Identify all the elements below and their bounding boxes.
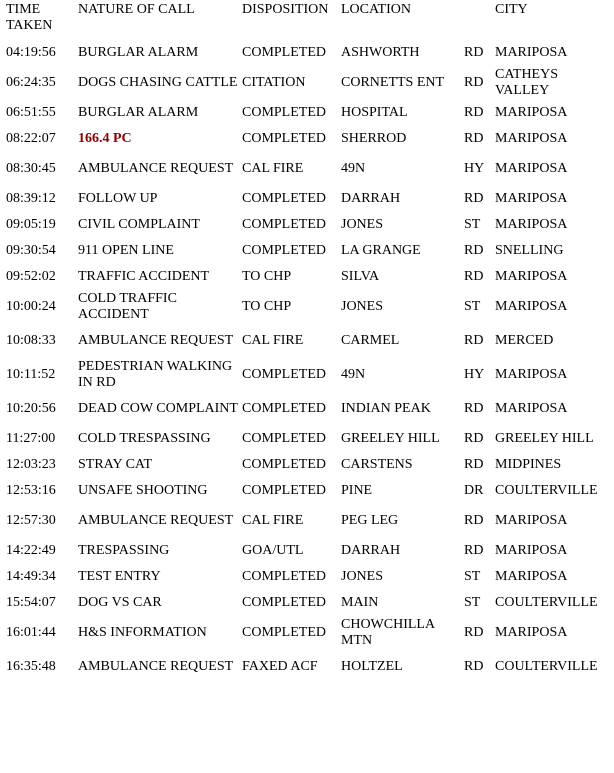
cell-disposition: COMPLETED [242, 217, 326, 232]
cell-city: MARIPOSA [495, 513, 568, 528]
table-row [0, 358, 614, 392]
cell-disposition: COMPLETED [242, 457, 326, 472]
table-row [0, 100, 614, 126]
cell-location: CARMEL [341, 333, 400, 348]
cell-suffix: RD [464, 45, 484, 60]
cell-time: 06:24:35 [6, 75, 56, 90]
cell-suffix: RD [464, 543, 484, 558]
cell-disposition: COMPLETED [242, 191, 326, 206]
cell-disposition: COMPLETED [242, 367, 326, 382]
table-row [0, 590, 614, 616]
cell-disposition: TO CHP [242, 299, 292, 314]
cell-suffix: RD [464, 513, 484, 528]
cell-nature: AMBULANCE REQUEST [78, 333, 234, 348]
table-row [0, 152, 614, 186]
cell-nature: TRAFFIC ACCIDENT [78, 269, 210, 284]
cell-time: 14:49:34 [6, 569, 56, 584]
table-row [0, 452, 614, 478]
cell-location: DARRAH [341, 191, 401, 206]
cell-suffix: HY [464, 161, 485, 176]
cell-time: 12:57:30 [6, 513, 56, 528]
cell-location: 49N [341, 161, 366, 176]
cell-city: MARIPOSA [495, 401, 568, 416]
cell-suffix: RD [464, 191, 484, 206]
cell-location: 49N [341, 367, 366, 382]
cell-time: 06:51:55 [6, 105, 56, 120]
cell-location: LA GRANGE [341, 243, 421, 258]
header-disposition: DISPOSITION [242, 2, 329, 17]
cell-disposition: TO CHP [242, 269, 292, 284]
cell-city: COULTERVILLE [495, 595, 598, 610]
cell-nature: AMBULANCE REQUEST [78, 513, 234, 528]
cell-nature: TEST ENTRY [78, 569, 161, 584]
cell-suffix: RD [464, 401, 484, 416]
cell-suffix: ST [464, 217, 481, 232]
cell-disposition: COMPLETED [242, 431, 326, 446]
cell-time: 14:22:49 [6, 543, 56, 558]
cell-disposition: FAXED ACF [242, 659, 318, 674]
cell-nature: PEDESTRIAN WALKING IN RD [78, 359, 233, 390]
cell-time: 04:19:56 [6, 45, 56, 60]
table-row [0, 650, 614, 684]
cell-nature: BURGLAR ALARM [78, 45, 199, 60]
table-row [0, 504, 614, 538]
cell-city: MERCED [495, 333, 554, 348]
cell-time: 09:52:02 [6, 269, 56, 284]
cell-disposition: CITATION [242, 75, 306, 90]
cell-location: JONES [341, 569, 384, 584]
cell-suffix: ST [464, 595, 481, 610]
cell-nature: COLD TRAFFIC ACCIDENT [78, 291, 177, 322]
table-row [0, 392, 614, 426]
cell-city: MARIPOSA [495, 299, 568, 314]
cell-nature: DOG VS CAR [78, 595, 162, 610]
cell-city: CATHEYS VALLEY [495, 67, 559, 98]
cell-nature: AMBULANCE REQUEST [78, 659, 234, 674]
cell-city: MARIPOSA [495, 625, 568, 640]
cell-city: MARIPOSA [495, 367, 568, 382]
table-row [0, 290, 614, 324]
cell-disposition: CAL FIRE [242, 513, 304, 528]
cell-location: CHOWCHILLA MTN [341, 617, 435, 648]
cell-disposition: CAL FIRE [242, 161, 304, 176]
cell-city: GREELEY HILL [495, 431, 594, 446]
table-row [0, 478, 614, 504]
cell-time: 11:27:00 [6, 431, 56, 446]
table-row [0, 264, 614, 290]
cell-suffix: RD [464, 333, 484, 348]
cell-nature: STRAY CAT [78, 457, 153, 472]
cell-nature: CIVIL COMPLAINT [78, 217, 200, 232]
cell-nature: DEAD COW COMPLAINT [78, 401, 238, 416]
cell-location: DARRAH [341, 543, 401, 558]
table-row [0, 66, 614, 100]
cell-disposition: CAL FIRE [242, 333, 304, 348]
cell-location: PINE [341, 483, 373, 498]
cell-disposition: COMPLETED [242, 243, 326, 258]
cell-suffix: RD [464, 431, 484, 446]
cell-nature: BURGLAR ALARM [78, 105, 199, 120]
cell-time: 09:05:19 [6, 217, 56, 232]
cell-city: MARIPOSA [495, 105, 568, 120]
cell-location: SILVA [341, 269, 380, 284]
cell-city: MARIPOSA [495, 269, 568, 284]
cell-disposition: COMPLETED [242, 483, 326, 498]
cell-disposition: COMPLETED [242, 625, 326, 640]
cell-nature: FOLLOW UP [78, 191, 158, 206]
cell-suffix: DR [464, 483, 484, 498]
cell-suffix: RD [464, 243, 484, 258]
cell-disposition: COMPLETED [242, 45, 326, 60]
table-row [0, 238, 614, 264]
cell-suffix: ST [464, 299, 481, 314]
cell-nature: UNSAFE SHOOTING [78, 483, 208, 498]
cell-location: INDIAN PEAK [341, 401, 431, 416]
table-row [0, 616, 614, 650]
cell-city: MIDPINES [495, 457, 562, 472]
header-city: CITY [495, 2, 528, 17]
cell-location: CARSTENS [341, 457, 413, 472]
cell-city: MARIPOSA [495, 191, 568, 206]
cell-time: 10:08:33 [6, 333, 56, 348]
cell-suffix: ST [464, 569, 481, 584]
cell-city: COULTERVILLE [495, 659, 598, 674]
table-row [0, 324, 614, 358]
cell-time: 08:39:12 [6, 191, 56, 206]
cell-time: 12:03:23 [6, 457, 56, 472]
cell-suffix: RD [464, 105, 484, 120]
cell-nature: DOGS CHASING CATTLE [78, 75, 238, 90]
table-row [0, 426, 614, 452]
table-row [0, 212, 614, 238]
header-suffix [464, 0, 495, 40]
cell-nature: 166.4 PC [78, 131, 132, 146]
cell-city: COULTERVILLE [495, 483, 598, 498]
cell-location: JONES [341, 299, 384, 314]
cell-nature: TRESPASSING [78, 543, 170, 558]
cell-city: SNELLING [495, 243, 564, 258]
cell-disposition: COMPLETED [242, 401, 326, 416]
cell-nature: H&S INFORMATION [78, 625, 207, 640]
cell-location: PEG LEG [341, 513, 399, 528]
cell-city: MARIPOSA [495, 45, 568, 60]
cell-time: 08:30:45 [6, 161, 56, 176]
cell-location: MAIN [341, 595, 379, 610]
header-time: TIME TAKEN [6, 2, 53, 33]
cell-suffix: RD [464, 75, 484, 90]
header-nature: NATURE OF CALL [78, 2, 195, 17]
cell-disposition: COMPLETED [242, 105, 326, 120]
cell-disposition: COMPLETED [242, 569, 326, 584]
cell-disposition: GOA/UTL [242, 543, 304, 558]
cell-time: 12:53:16 [6, 483, 56, 498]
cell-time: 10:11:52 [6, 367, 56, 382]
cell-time: 16:01:44 [6, 625, 56, 640]
cell-city: MARIPOSA [495, 217, 568, 232]
cell-location: CORNETTS ENT [341, 75, 445, 90]
cell-time: 08:22:07 [6, 131, 56, 146]
table-row [0, 126, 614, 152]
cell-nature: COLD TRESPASSING [78, 431, 211, 446]
cell-city: MARIPOSA [495, 131, 568, 146]
cell-location: ASHWORTH [341, 45, 420, 60]
cell-city: MARIPOSA [495, 161, 568, 176]
cell-location: GREELEY HILL [341, 431, 440, 446]
cell-location: HOLTZEL [341, 659, 403, 674]
cell-location: SHERROD [341, 131, 407, 146]
header-row [0, 0, 614, 40]
cell-time: 16:35:48 [6, 659, 56, 674]
cell-nature: 911 OPEN LINE [78, 243, 174, 258]
table-row [0, 40, 614, 66]
header-location: LOCATION [341, 2, 411, 17]
cell-suffix: HY [464, 367, 485, 382]
cell-location: HOSPITAL [341, 105, 408, 120]
cell-suffix: RD [464, 625, 484, 640]
cell-disposition: COMPLETED [242, 595, 326, 610]
cell-time: 10:00:24 [6, 299, 56, 314]
cell-suffix: RD [464, 269, 484, 284]
table-row [0, 186, 614, 212]
cell-time: 09:30:54 [6, 243, 56, 258]
cell-time: 10:20:56 [6, 401, 56, 416]
cell-location: JONES [341, 217, 384, 232]
cell-city: MARIPOSA [495, 569, 568, 584]
cell-suffix: RD [464, 457, 484, 472]
cell-city: MARIPOSA [495, 543, 568, 558]
cell-suffix: RD [464, 659, 484, 674]
cell-nature: AMBULANCE REQUEST [78, 161, 234, 176]
cell-time: 15:54:07 [6, 595, 56, 610]
table-row [0, 564, 614, 590]
table-row [0, 538, 614, 564]
cell-disposition: COMPLETED [242, 131, 326, 146]
cell-suffix: RD [464, 131, 484, 146]
